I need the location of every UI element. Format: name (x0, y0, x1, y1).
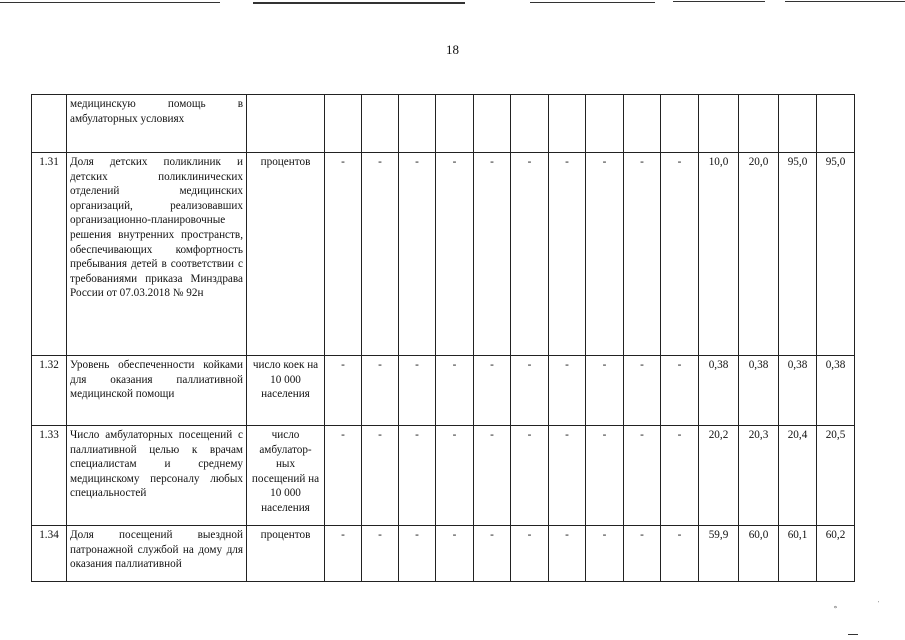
year-value-cell (549, 95, 586, 153)
scan-artifact-line (785, 1, 905, 2)
year-value-cell: - (436, 426, 474, 526)
year-value-cell: - (661, 153, 699, 356)
row-number-cell: 1.33 (32, 426, 67, 526)
year-value-cell: - (549, 426, 586, 526)
table-body (32, 95, 855, 582)
table-row (32, 526, 855, 582)
year-value-cell: - (362, 153, 399, 356)
indicator-name-cell: Доля детских поликлиник и детских поликлинических отделений медицинских организаций, реализовавших организационно-планировочные решения внутренних пространств, обеспечивающих комфортность пребывания детей в соответствии с требованиями приказа Минздрава России от 07.03.2018 № 92н (67, 153, 247, 356)
year-value-cell: - (624, 356, 661, 426)
year-value-cell: - (661, 356, 699, 426)
target-value-cell (779, 95, 817, 153)
table-row (32, 153, 855, 356)
target-value-cell: 20,0 (739, 153, 779, 356)
indicator-name-cell: Уровень обеспеченности койками для оказания паллиативной медицинской помощи (67, 356, 247, 426)
year-value-cell: - (549, 526, 586, 582)
year-value-cell: - (624, 153, 661, 356)
year-value-cell: - (586, 356, 624, 426)
year-value-cell: - (474, 526, 511, 582)
year-value-cell: - (511, 356, 549, 426)
year-value-cell: - (362, 356, 399, 426)
scan-artifact-line (530, 2, 655, 3)
scan-artifact-line (673, 1, 765, 2)
year-value-cell (511, 95, 549, 153)
row-number-cell (32, 95, 67, 153)
year-value-cell (586, 95, 624, 153)
year-value-cell: - (586, 526, 624, 582)
unit-cell (247, 95, 325, 153)
year-value-cell (362, 95, 399, 153)
year-value-cell: - (436, 526, 474, 582)
target-value-cell: 0,38 (699, 356, 739, 426)
scan-artifact-line (253, 2, 465, 4)
year-value-cell: - (474, 356, 511, 426)
indicator-name-cell: Число амбулаторных посещений с паллиативной целью к врачам специалистам и среднему медицинскому персоналу любых специальностей (67, 426, 247, 526)
row-number-cell: 1.32 (32, 356, 67, 426)
target-value-cell: 20,3 (739, 426, 779, 526)
year-value-cell (661, 95, 699, 153)
row-number-cell: 1.31 (32, 153, 67, 356)
target-value-cell: 60,0 (739, 526, 779, 582)
unit-cell: число амбулатор-ных посещений на 10 000 населения (247, 426, 325, 526)
table-row (32, 95, 855, 153)
year-value-cell: - (325, 526, 362, 582)
year-value-cell: - (624, 526, 661, 582)
target-value-cell: 59,9 (699, 526, 739, 582)
target-value-cell: 0,38 (779, 356, 817, 426)
target-value-cell (699, 95, 739, 153)
indicator-name-cell: Доля посещений выездной патронажной службой на дому для оказания паллиативной (67, 526, 247, 582)
unit-cell: процентов (247, 526, 325, 582)
year-value-cell: - (586, 426, 624, 526)
year-value-cell: - (325, 426, 362, 526)
year-value-cell: - (661, 526, 699, 582)
indicators-table (31, 94, 855, 582)
target-value-cell: 95,0 (817, 153, 855, 356)
year-value-cell (624, 95, 661, 153)
scan-artifact-line (848, 634, 858, 635)
year-value-cell: - (436, 356, 474, 426)
year-value-cell: - (474, 153, 511, 356)
target-value-cell: 20,4 (779, 426, 817, 526)
target-value-cell: 10,0 (699, 153, 739, 356)
unit-cell: число коек на 10 000 населения (247, 356, 325, 426)
table-row (32, 426, 855, 526)
target-value-cell: 60,2 (817, 526, 855, 582)
target-value-cell: 60,1 (779, 526, 817, 582)
year-value-cell: - (362, 426, 399, 526)
year-value-cell (399, 95, 436, 153)
year-value-cell: - (661, 426, 699, 526)
target-value-cell: 0,38 (817, 356, 855, 426)
scan-speck: ' (878, 601, 880, 607)
scan-artifact-line (0, 2, 220, 3)
year-value-cell: - (624, 426, 661, 526)
year-value-cell: - (511, 153, 549, 356)
row-number-cell: 1.34 (32, 526, 67, 582)
year-value-cell: - (399, 356, 436, 426)
year-value-cell: - (399, 426, 436, 526)
year-value-cell: - (586, 153, 624, 356)
year-value-cell (436, 95, 474, 153)
year-value-cell (325, 95, 362, 153)
year-value-cell: - (325, 356, 362, 426)
target-value-cell: 0,38 (739, 356, 779, 426)
year-value-cell: - (362, 526, 399, 582)
unit-cell: процентов (247, 153, 325, 356)
year-value-cell (474, 95, 511, 153)
year-value-cell: - (549, 153, 586, 356)
scan-speck: ه (834, 604, 838, 610)
year-value-cell: - (549, 356, 586, 426)
year-value-cell: - (436, 153, 474, 356)
target-value-cell: 95,0 (779, 153, 817, 356)
target-value-cell (817, 95, 855, 153)
year-value-cell: - (474, 426, 511, 526)
page-number: 18 (446, 42, 459, 57)
year-value-cell: - (399, 153, 436, 356)
year-value-cell: - (325, 153, 362, 356)
target-value-cell: 20,2 (699, 426, 739, 526)
target-value-cell (739, 95, 779, 153)
target-value-cell: 20,5 (817, 426, 855, 526)
table-row (32, 356, 855, 426)
year-value-cell: - (511, 526, 549, 582)
indicator-name-cell: медицинскую помощь в амбулаторных условиях (67, 95, 247, 153)
year-value-cell: - (399, 526, 436, 582)
year-value-cell: - (511, 426, 549, 526)
